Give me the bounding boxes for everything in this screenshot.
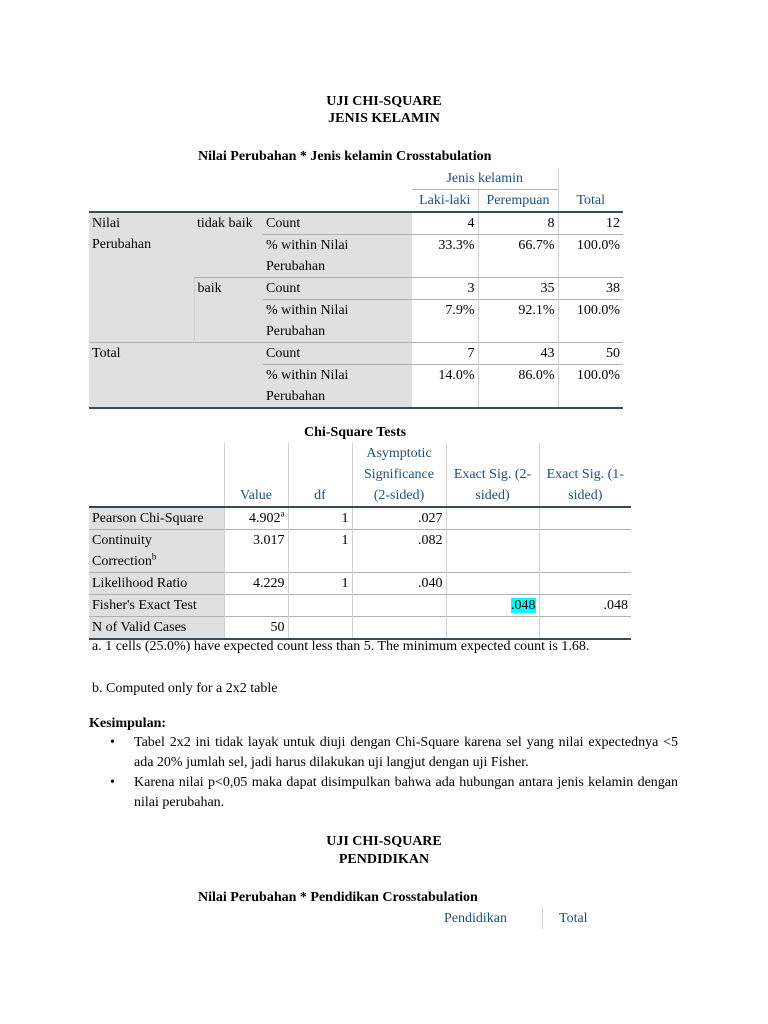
col-header-laki: Laki-laki <box>412 190 478 213</box>
cell: 4.902$^a$ <box>224 507 288 530</box>
header-exact-2sided: Exact Sig. (2- sided) <box>446 443 539 507</box>
cell: 50 <box>558 343 623 365</box>
stat-label: % within Nilai Perubahan <box>263 365 412 409</box>
section2-title-line2: PENDIDIKAN <box>338 852 430 867</box>
group-name: baik <box>194 278 263 343</box>
cell: .048 <box>539 595 631 617</box>
cell <box>539 507 631 530</box>
cell: .082 <box>352 530 446 573</box>
cell: 50 <box>224 617 288 640</box>
crosstab2-col-total: Total <box>559 911 588 926</box>
conclusion-title: Kesimpulan: <box>89 716 167 731</box>
header-asymptotic: Asymptotic Significance (2-sided) <box>352 443 446 507</box>
cell: 100.0% <box>558 235 623 278</box>
cell: 12 <box>558 212 623 235</box>
crosstab2-title: Nilai Perubahan * Pendidikan Crosstabulation <box>198 890 478 905</box>
section-title-line1: UJI CHI-SQUARE <box>326 94 442 109</box>
cell: 100.0% <box>558 300 623 343</box>
total-label: Total <box>89 343 263 409</box>
col-header-total: Total <box>558 190 623 213</box>
chisq-title: Chi-Square Tests <box>304 425 407 440</box>
cell: 8 <box>478 212 558 235</box>
test-label: N of Valid Cases <box>89 617 224 640</box>
cell <box>539 530 631 573</box>
section2-title-line1: UJI CHI-SQUARE <box>326 834 442 849</box>
crosstab-title: Nilai Perubahan * Jenis kelamin Crosstabulation <box>198 149 492 164</box>
test-label: Pearson Chi-Square <box>89 507 224 530</box>
bullet-icon: • <box>110 735 115 750</box>
footnote-b: b. Computed only for a 2x2 table <box>92 681 278 696</box>
cell: .040 <box>352 573 446 595</box>
group-header: Jenis kelamin <box>446 171 524 186</box>
list-item: • Tabel 2x2 ini tidak layak untuk diuji dengan Chi-Square karena sel yang nilai expectednya <5 ada 20% jumlah sel, jadi harus dilakukan uji langjut dengan uji Fisher. <box>110 735 678 770</box>
cell: 4 <box>467 216 475 231</box>
stat-label: % within Nilai Perubahan <box>263 235 412 278</box>
stat-label: Count <box>263 343 412 365</box>
footnote-a: a. 1 cells (25.0%) have expected count less than 5. The minimum expected count is 1.68. <box>92 639 590 654</box>
cell <box>288 595 352 617</box>
header-exact-1sided: Exact Sig. (1- sided) <box>539 443 631 507</box>
stat-label: % within Nilai Perubahan <box>263 300 412 343</box>
header-df: df <box>288 443 352 507</box>
cell <box>446 530 539 573</box>
cell: 1 <box>288 573 352 595</box>
header-value: Value <box>224 443 288 507</box>
col-header-perempuan: Perempuan <box>478 190 558 213</box>
cell-highlighted <box>446 595 539 617</box>
stat-label: Count <box>263 212 412 235</box>
test-label: Continuity Correction$^b$ <box>89 530 224 573</box>
stat-label: Count <box>263 278 412 300</box>
cell: 86.0% <box>478 365 558 409</box>
cell <box>446 507 539 530</box>
column-divider <box>542 907 543 929</box>
test-label: Fisher's Exact Test <box>89 595 224 617</box>
cell: 43 <box>478 343 558 365</box>
crosstab2-group-header: Pendidikan <box>444 911 507 926</box>
cell: 35 <box>478 278 558 300</box>
list-item: • Karena nilai p<0,05 maka dapat disimpulkan bahwa ada hubungan antara jenis kelamin dengan nilai perubahan. <box>110 775 678 810</box>
cell: 3 <box>412 278 478 300</box>
highlight: .048 <box>511 598 536 613</box>
crosstab-table <box>89 168 623 409</box>
cell <box>352 595 446 617</box>
group-name: tidak baik <box>194 212 263 278</box>
cell <box>446 573 539 595</box>
cell: 33.3% <box>412 235 478 278</box>
conclusion-list <box>110 733 678 813</box>
cell: 38 <box>558 278 623 300</box>
cell: 14.0% <box>412 365 478 409</box>
chisq-table <box>89 443 631 640</box>
section-title-line2: JENIS KELAMIN <box>328 111 440 126</box>
row-label: Nilai Perubahan <box>89 212 194 343</box>
cell: .027 <box>352 507 446 530</box>
cell: 100.0% <box>558 365 623 409</box>
test-label: Likelihood Ratio <box>89 573 224 595</box>
bullet-icon: • <box>110 775 115 790</box>
cell: 92.1% <box>478 300 558 343</box>
cell: 7.9% <box>412 300 478 343</box>
cell: 4.229 <box>224 573 288 595</box>
cell: 7 <box>412 343 478 365</box>
cell <box>224 595 288 617</box>
cell: 66.7% <box>478 235 558 278</box>
cell: 1 <box>288 507 352 530</box>
cell: 3.017 <box>224 530 288 573</box>
cell <box>539 573 631 595</box>
cell: 1 <box>288 530 352 573</box>
